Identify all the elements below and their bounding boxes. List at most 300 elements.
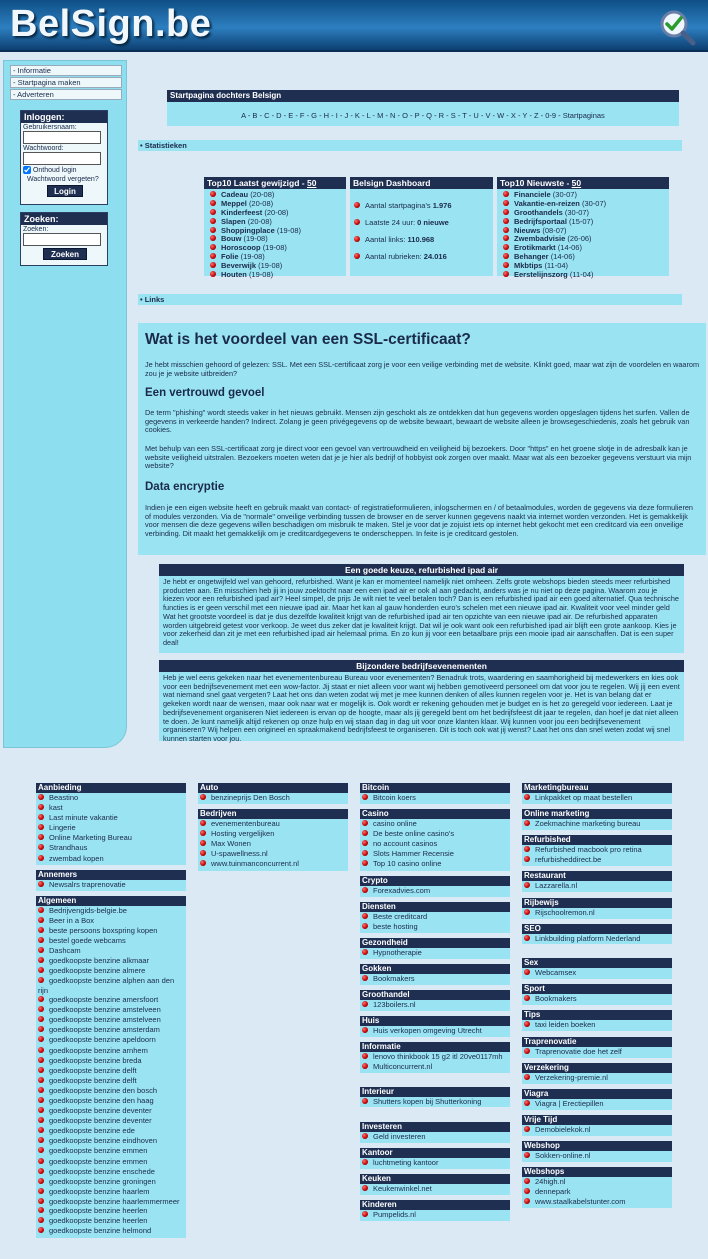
category-link[interactable]	[360, 1210, 510, 1220]
category-link[interactable]	[360, 1000, 510, 1010]
category-link-text: evenementenbureau	[211, 819, 280, 829]
refurbished-box	[159, 564, 684, 653]
bullet-icon	[210, 227, 216, 233]
top10-item-date: (19-08)	[240, 252, 265, 262]
category-link-text: no account casinos	[373, 839, 438, 849]
category-link[interactable]	[36, 1136, 186, 1146]
bullet-icon	[38, 1047, 44, 1053]
category-body	[360, 819, 510, 870]
category-link[interactable]	[36, 843, 186, 853]
category-link[interactable]	[360, 948, 510, 958]
category-link[interactable]	[36, 926, 186, 936]
category-link-text: goedkoopste benzine ede	[49, 1126, 135, 1136]
category-link-text: goedkoopste benzine breda	[49, 1055, 142, 1065]
category-title: Traprenovatie	[522, 1037, 672, 1047]
bullet-icon	[503, 262, 509, 268]
category-link[interactable]	[36, 1216, 186, 1226]
category-link-text: Verzekering-premie.nl	[535, 1072, 608, 1082]
bullet-icon	[210, 200, 216, 206]
category-box	[522, 871, 672, 892]
menu-item-adverteren[interactable]: - Adverteren	[10, 89, 122, 100]
category-link[interactable]	[36, 916, 186, 926]
category-link-text: goedkoopste benzine emmen	[49, 1146, 148, 1156]
bullet-icon	[38, 927, 44, 933]
category-link-text: luchtmeting kantoor	[373, 1157, 439, 1167]
category-link-text: goedkoopste benzine alkmaar	[49, 956, 150, 966]
login-button[interactable]: Login	[47, 185, 83, 197]
dashboard-row	[350, 197, 493, 214]
top10-item-name: Zwembadvisie	[514, 234, 566, 244]
bullet-icon	[210, 191, 216, 197]
category-link[interactable]	[522, 1047, 672, 1057]
top10-item-name: Beverwijk	[221, 261, 257, 271]
article-heading-encryptie: Data encryptie	[145, 481, 225, 493]
bullet-icon	[362, 860, 368, 866]
category-box	[522, 835, 672, 866]
category-link[interactable]	[522, 994, 672, 1004]
category-body	[198, 819, 348, 870]
top10-changed-title: Top10 Laatst gewijzigd -	[207, 178, 307, 188]
article-paragraph-1: De term "phishing" wordt steeds vaker in het nieuws gebruikt. Mensen zijn geschokt als ze ontdekken dat hun gegevens worden opgeslagen tijdens het surfen. Vallen de gegevens in verkeerde handen? Indirect. Zolang je geen privégegevens op de website bewaart, bewaart de website alleen je browsegeschiedenis, zoals het gebruik van cookies.	[145, 408, 690, 435]
category-link[interactable]	[36, 995, 186, 1005]
category-link-text: Webcamsex	[535, 968, 577, 978]
category-link[interactable]	[36, 1096, 186, 1106]
menu-item-startpagina-maken[interactable]: - Startpagina maken	[10, 77, 122, 88]
category-link[interactable]	[522, 934, 672, 943]
category-link[interactable]	[360, 886, 510, 896]
category-link[interactable]	[36, 906, 186, 916]
category-link-text: goedkoopste benzine deventer	[49, 1116, 152, 1126]
category-title: Kinderen	[360, 1200, 510, 1210]
top10-new-header	[497, 177, 669, 189]
top10-item-date: (20-08)	[264, 207, 289, 217]
category-link-text: Sokken-online.nl	[535, 1150, 591, 1160]
category-link[interactable]	[360, 819, 510, 829]
category-link-text: Pumpelids.nl	[373, 1209, 416, 1219]
category-link-text: 123boilers.nl	[373, 1000, 416, 1010]
sidebar-menu	[10, 65, 122, 101]
category-body	[522, 1177, 672, 1208]
category-link-text: beste persoons boxspring kopen	[49, 925, 158, 935]
bullet-icon	[38, 1006, 44, 1012]
category-link[interactable]	[360, 912, 510, 922]
top10-item-date: (30-07)	[552, 190, 577, 199]
category-link[interactable]	[198, 849, 348, 859]
remember-row	[21, 166, 107, 175]
category-box	[360, 902, 510, 933]
category-link-text: Linkpakket op maat bestellen	[535, 793, 633, 802]
category-body	[360, 1210, 510, 1221]
top10-item-date: (11-04)	[544, 261, 569, 271]
category-link-text: Refurbished macbook pro retina	[535, 845, 642, 855]
bullet-icon	[354, 202, 360, 208]
bullet-icon	[362, 830, 368, 836]
bullet-icon	[503, 271, 509, 277]
top10-item-date: (20-08)	[248, 198, 274, 208]
category-link-text: Linkbuilding platform Nederland	[535, 933, 641, 943]
sidebar	[3, 60, 127, 748]
category-link[interactable]	[360, 974, 510, 984]
category-link[interactable]	[36, 1086, 186, 1096]
category-box	[522, 1010, 672, 1031]
category-link[interactable]	[36, 1025, 186, 1035]
top10-item-date: (19-08)	[258, 261, 283, 271]
category-link[interactable]	[36, 1005, 186, 1015]
category-body	[522, 934, 672, 944]
category-link[interactable]	[522, 1125, 672, 1135]
bullet-icon	[38, 1168, 44, 1174]
article	[138, 323, 706, 555]
menu-item-informatie[interactable]: - Informatie	[10, 65, 122, 76]
category-link[interactable]	[360, 1132, 510, 1142]
article-title: Wat is het voordeel van een SSL-certificaat?	[145, 331, 471, 348]
category-link[interactable]	[360, 1158, 510, 1168]
category-link-text: goedkoopste benzine helmond	[49, 1226, 152, 1236]
category-link[interactable]	[36, 854, 186, 864]
bullet-icon	[503, 209, 509, 215]
bullet-icon	[38, 1016, 44, 1022]
category-title: Kantoor	[360, 1148, 510, 1158]
top10-new-list	[497, 189, 669, 280]
bullet-icon	[210, 271, 216, 277]
category-link[interactable]	[522, 881, 672, 891]
category-box	[360, 1174, 510, 1195]
category-link[interactable]	[36, 1157, 186, 1167]
category-link[interactable]	[36, 1076, 186, 1086]
bullet-icon	[200, 840, 206, 846]
category-link[interactable]	[360, 859, 510, 869]
bullet-icon	[362, 913, 368, 919]
search-title: Zoeken:	[21, 213, 107, 225]
bullet-icon	[200, 794, 206, 800]
category-body	[522, 845, 672, 866]
site-logo[interactable]: BelSign.be	[10, 3, 212, 45]
category-link[interactable]	[36, 833, 186, 843]
category-link-text: Traprenovatie doe het zelf	[535, 1046, 622, 1056]
statistieken-toggle[interactable]: • Statistieken	[138, 140, 682, 151]
forgot-password-link[interactable]: Wachtwoord vergeten?	[27, 176, 99, 183]
category-link[interactable]	[360, 1052, 510, 1061]
bullet-icon	[362, 850, 368, 856]
category-box	[522, 984, 672, 1005]
category-title: Keuken	[360, 1174, 510, 1184]
category-link[interactable]	[522, 1197, 672, 1207]
top10-item-name: Folie	[221, 252, 239, 262]
category-link[interactable]	[522, 1099, 672, 1109]
category-body	[522, 1099, 672, 1110]
search-input[interactable]	[23, 233, 101, 246]
dashboard-value: 0 nieuwe	[417, 218, 449, 227]
dashboard-row	[350, 248, 493, 265]
category-link[interactable]	[360, 1097, 510, 1106]
category-link-text: Beste creditcard	[373, 911, 428, 921]
category-link[interactable]	[198, 839, 348, 849]
category-link-text: goedkoopste benzine apeldoorn	[49, 1035, 156, 1045]
category-link-text: Bookmakers	[535, 994, 577, 1004]
category-link[interactable]	[36, 1116, 186, 1126]
top10-item-name: Cadeau	[221, 190, 249, 199]
bullet-icon	[524, 995, 530, 1001]
evenementen-text: Heb je wel eens gekeken naar het evenementenbureau Bureau voor evenementen? Benadruk trots, waardering en saamhorigheid bij medewerkers en kies ook voor een bedrijfsevenement met een wow-factor. Jij staat er niet alleen voor want wij hebben gemotiveerd personeel om dat voor jou te regelen. Wij jij een event wat niemand snel gaat vergeten? Laat het ons dan weten zodat wij met je mee kunnen denken of alles kunnen regelen voor je. Het is van belang dat er gekeken wordt naar de wensen, maar ook naar wat er mogelijk is. Ook wordt er rekening gehouden met je budget en is het zo geregeld voor iedereen. Laat je bedrijfsevenement organiseren Niet iedereen is ervan op de hoogte, maar als jij geregeld bent om het bedrijfsfeest dit jaar te regelen, dan hoef je dat niet alleen te doen. Je kunt namelijk altijd rekenen op onze hulp en wij staan dag in dag uit voor onze klanten klaar. Wij kunnen voor jou een bedrijfsevenement organiseren? Wij helpen een origineel en spraakmakend bedrijfsfeest te organiseren. Dit is toch ook wat jij wenst? Laat het ons dan snel weten zodat wij snel kunnen starten voor jou.	[163, 673, 680, 743]
category-link[interactable]	[36, 1015, 186, 1025]
alphabet-nav[interactable]: A - B - C - D - E - F - G - H - I - J - K - L - M - N - O - P - Q - R - S - T - U - V - W - X - Y - Z - 0-9 - Startpaginas	[167, 102, 679, 126]
category-title: Aanbieding	[36, 783, 186, 793]
bullet-icon	[362, 975, 368, 981]
bullet-icon	[38, 1217, 44, 1223]
category-link-text: Lingerie	[49, 823, 76, 833]
bullet-icon	[524, 820, 530, 826]
category-box	[522, 958, 672, 979]
top10-item-name: Vakantie-en-reizen	[514, 198, 580, 208]
category-link-text: Rijschoolremon.nl	[535, 907, 595, 917]
category-link[interactable]	[36, 1066, 186, 1076]
bullet-icon	[503, 200, 509, 206]
category-link[interactable]	[522, 845, 672, 855]
bullet-icon	[38, 1127, 44, 1133]
dashboard-label: Laatste 24 uur:	[365, 218, 416, 227]
category-body	[522, 881, 672, 892]
bullet-icon	[524, 1126, 530, 1132]
category-link[interactable]	[360, 1026, 510, 1036]
bullet-icon	[38, 1188, 44, 1194]
category-body	[522, 968, 672, 979]
category-link[interactable]	[36, 1197, 186, 1206]
dashboard-row	[350, 214, 493, 231]
bullet-icon	[362, 1211, 368, 1217]
category-link-text: Bedrijvengids-belgie.be	[49, 905, 127, 915]
category-title: Huis	[360, 1016, 510, 1026]
category-title: Algemeen	[36, 896, 186, 906]
bullet-icon	[524, 1074, 530, 1080]
top10-item-name: Financiele	[514, 190, 551, 199]
top10-new-count[interactable]: 50	[571, 178, 582, 188]
category-link[interactable]	[198, 829, 348, 839]
category-link-text: Beastino	[49, 793, 79, 802]
category-link[interactable]	[522, 1020, 672, 1030]
category-link[interactable]	[36, 1126, 186, 1136]
category-link-text: Zoekmachine marketing bureau	[535, 819, 641, 829]
category-body	[522, 1125, 672, 1136]
category-link[interactable]	[36, 966, 186, 976]
top10-item-date: (30-07)	[581, 198, 607, 208]
bullet-icon	[503, 191, 509, 197]
category-link[interactable]	[522, 1177, 672, 1187]
top10-item-date: (26-06)	[567, 234, 592, 244]
category-link[interactable]	[198, 859, 348, 869]
category-link-text: Max Wonen	[211, 839, 251, 849]
category-link[interactable]	[36, 880, 186, 890]
category-link[interactable]	[36, 803, 186, 813]
category-link[interactable]	[360, 849, 510, 859]
category-link[interactable]	[36, 956, 186, 966]
article-intro: Je hebt misschien gehoord of gelezen: SSL. Met een SSL-certificaat zorg je voor een veilige verbinding met de website. Klinkt goed, maar wat zijn de voordelen en waarom zou je je website uitbreiden?	[145, 360, 700, 378]
bullet-icon	[38, 937, 44, 943]
bullet-icon	[362, 1001, 368, 1007]
category-body	[360, 1132, 510, 1143]
bullet-icon	[38, 1097, 44, 1103]
category-title: Casino	[360, 809, 510, 819]
category-link[interactable]	[522, 908, 672, 918]
category-link[interactable]	[36, 1056, 186, 1066]
top10-item[interactable]	[503, 271, 669, 280]
category-title: Annemers	[36, 870, 186, 880]
category-link[interactable]	[36, 976, 186, 995]
category-body	[522, 908, 672, 919]
category-box	[522, 1089, 672, 1110]
category-link-text: Top 10 casino online	[373, 859, 442, 869]
category-title: Informatie	[360, 1042, 510, 1052]
category-body	[360, 912, 510, 933]
category-link[interactable]	[360, 922, 510, 932]
category-link[interactable]	[36, 823, 186, 833]
category-link[interactable]	[36, 1206, 186, 1216]
bullet-icon	[38, 1026, 44, 1032]
category-link-text: goedkoopste benzine delft	[49, 1075, 137, 1085]
category-link[interactable]	[360, 793, 510, 803]
category-box	[36, 870, 186, 891]
top10-item-date: (19-08)	[276, 225, 302, 235]
password-field[interactable]	[23, 152, 101, 165]
category-link[interactable]	[360, 1062, 510, 1072]
category-link[interactable]	[522, 968, 672, 978]
category-link[interactable]	[522, 1187, 672, 1197]
category-link-text: refurbisheddirect.be	[535, 855, 602, 865]
magnifier-check-icon	[658, 8, 696, 46]
bullet-icon	[524, 1188, 530, 1194]
category-link[interactable]	[36, 1106, 186, 1116]
category-link-text: Shutters kopen bij Shutterkoning	[373, 1097, 482, 1106]
category-link[interactable]	[36, 1187, 186, 1197]
category-body	[360, 1097, 510, 1107]
category-link[interactable]	[36, 936, 186, 946]
category-link-text: goedkoopste benzine den haag	[49, 1095, 154, 1105]
dashboard-value: 1.976	[432, 201, 452, 210]
category-link[interactable]	[36, 1167, 186, 1177]
top10-item-name: Groothandels	[514, 207, 563, 217]
top10-item[interactable]	[210, 271, 346, 280]
category-link[interactable]	[36, 946, 186, 956]
bullet-icon	[210, 253, 216, 259]
bullet-icon	[362, 1053, 368, 1059]
category-link[interactable]	[360, 1184, 510, 1194]
top10-item-name: Eerstelijnszorg	[514, 270, 568, 280]
category-link[interactable]	[360, 839, 510, 849]
category-link[interactable]	[36, 1146, 186, 1156]
bullet-icon	[200, 860, 206, 866]
category-link[interactable]	[522, 855, 672, 865]
category-link-text: Online Marketing Bureau	[49, 833, 132, 843]
top10-item-name: Bedrijfsportaal	[514, 216, 567, 226]
top10-new-box	[497, 177, 669, 280]
top10-changed-count[interactable]: 50	[306, 178, 317, 188]
bullet-icon	[38, 907, 44, 913]
category-link[interactable]	[36, 1035, 186, 1045]
bullet-icon	[210, 209, 216, 215]
category-link-text: www.tuinmanconcurrent.nl	[211, 859, 299, 869]
category-box	[360, 783, 510, 804]
category-title: Diensten	[360, 902, 510, 912]
category-box	[198, 809, 348, 870]
top10-item-date: (19-08)	[248, 270, 274, 280]
category-link[interactable]	[522, 1151, 672, 1161]
bullet-icon	[38, 947, 44, 953]
top10-item-name: Mkbtips	[514, 261, 543, 271]
category-body	[360, 1000, 510, 1011]
search-button[interactable]: Zoeken	[43, 248, 87, 260]
bullet-icon	[362, 923, 368, 929]
category-link[interactable]	[522, 1073, 672, 1083]
category-link[interactable]	[36, 1046, 186, 1056]
bullet-icon	[210, 235, 216, 241]
top10-item-date: (19-08)	[262, 243, 287, 253]
category-link[interactable]	[198, 819, 348, 829]
category-link-text: kast	[49, 803, 63, 813]
category-link-text: goedkoopste benzine haarlem	[49, 1186, 150, 1196]
login-title: Inloggen:	[21, 111, 107, 123]
bullet-icon	[524, 1021, 530, 1027]
bullet-icon	[362, 1027, 368, 1033]
category-link-text: Dashcam	[49, 946, 81, 956]
dochters-title: Startpagina dochters Belsign	[167, 90, 679, 102]
category-link[interactable]	[36, 813, 186, 823]
category-body	[360, 1026, 510, 1037]
category-box	[522, 783, 672, 804]
category-box	[36, 896, 186, 1238]
category-box	[522, 809, 672, 830]
category-title: Viagra	[522, 1089, 672, 1099]
bullet-icon	[362, 1063, 368, 1069]
links-toggle[interactable]: • Links	[138, 294, 682, 305]
category-link-text: De beste online casino's	[373, 829, 455, 839]
category-link-text: goedkoopste benzine arnhem	[49, 1045, 148, 1055]
category-body	[522, 1047, 672, 1058]
category-link[interactable]	[198, 793, 348, 803]
category-box	[522, 1141, 672, 1162]
category-link-text: Strandhaus	[49, 843, 88, 853]
bullet-icon	[524, 969, 530, 975]
category-link[interactable]	[522, 819, 672, 829]
category-link[interactable]	[522, 793, 672, 803]
remember-checkbox[interactable]	[23, 166, 31, 174]
category-link[interactable]	[36, 1226, 186, 1236]
category-title: Verzekering	[522, 1063, 672, 1073]
category-link-text: goedkoopste benzine haarlemmermeer	[49, 1196, 180, 1206]
category-link-text: goedkoopste benzine amsterdam	[49, 1025, 160, 1035]
category-body	[360, 974, 510, 985]
category-title: Crypto	[360, 876, 510, 886]
category-link-text: taxi leiden boeken	[535, 1020, 596, 1030]
category-title: Marketingbureau	[522, 783, 672, 793]
category-link-text: Geld investeren	[373, 1131, 426, 1141]
category-link[interactable]	[360, 829, 510, 839]
category-link-text: goedkoopste benzine almere	[49, 966, 146, 976]
category-title: Restaurant	[522, 871, 672, 881]
category-link[interactable]	[36, 793, 186, 803]
bullet-icon	[524, 1152, 530, 1158]
category-link[interactable]	[36, 1177, 186, 1187]
bullet-icon	[38, 804, 44, 810]
top10-item-date: (11-04)	[569, 270, 594, 280]
top10-item-date: (14-06)	[550, 252, 575, 262]
category-body	[360, 886, 510, 897]
bullet-icon	[524, 856, 530, 862]
category-box	[522, 898, 672, 919]
username-field[interactable]	[23, 131, 101, 144]
bullet-icon	[524, 909, 530, 915]
category-title: Groothandel	[360, 990, 510, 1000]
category-link-text: Bookmakers	[373, 974, 415, 983]
password-label: Wachtwoord:	[23, 145, 64, 152]
